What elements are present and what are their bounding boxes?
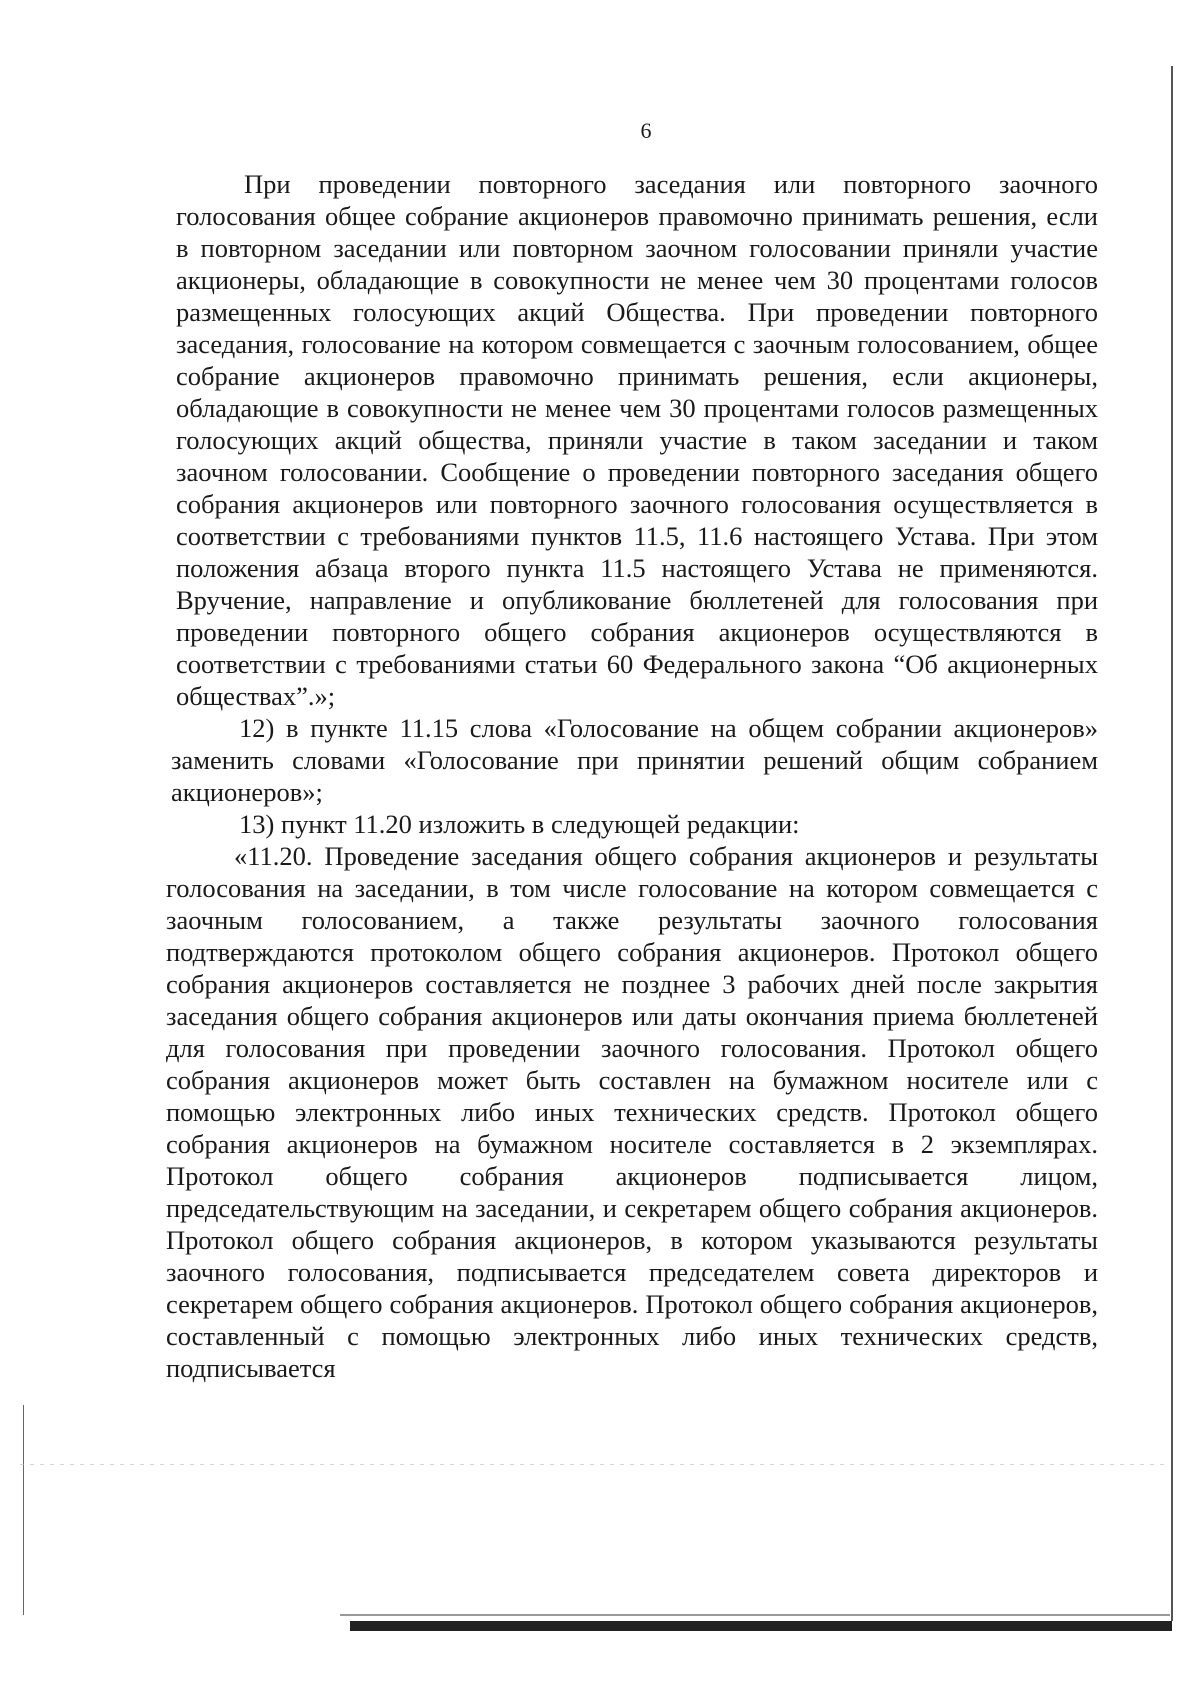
scan-edge-bottom-thin — [340, 1614, 1170, 1616]
paragraph-clause-11-20: «11.20. Проведение заседания общего собрания акционеров и результаты голосования на заседании, в том числе голосование на котором совмещается с заочным голосованием, а также результаты заочного голосования подтверждаются протоколом общего собрания акционеров. Протокол общего собрания акционеров составляется не позднее 3 рабочих дней после закрытия заседания общего собрания акционеров или даты окончания приема бюллетеней для голосования при проведении заочного голосования. Протокол общего собрания акционеров может быть составлен на бумажном носителе или с помощью электронных либо иных технических средств. Протокол общего собрания акционеров на бумажном носителе составляется в 2 экземплярах. Протокол общего собрания акционеров подписывается лицом, председательствующим на заседании, и секретарем общего собрания акционеров. Протокол общего собрания акционеров, в котором указываются результаты заочного голосования, подписывается председателем совета директоров и секретарем общего собрания акционеров. Протокол общего собрания акционеров, составленный с помощью электронных либо иных технических средств, подписывается — [166, 841, 1098, 1383]
scan-edge-right — [1171, 66, 1173, 1621]
paragraph-item-13: 13) пункт 11.20 изложить в следующей редакции: — [239, 809, 800, 839]
scan-edge-bottom — [350, 1621, 1172, 1631]
page-number: 6 — [640, 118, 652, 143]
document-body — [166, 168, 1098, 1384]
paragraph-item-12: 12) в пункте 11.15 слова «Голосование на общем собрании акционеров» заменить словами «Голосование при принятии решений общим собранием акционеров»; — [171, 713, 1098, 807]
scan-artifact-line — [20, 1464, 1170, 1465]
paragraph-repeat-meeting: При проведении повторного заседания или повторного заочного голосования общее собрание акционеров правомочно принимать решения, если в повторном заседании или повторном заочном голосовании приняли участие акционеры, обладающие в совокупности не менее чем 30 процентами голосов размещенных голосующих акций Общества. При проведении повторного заседания, голосование на котором совмещается с заочным голосованием, общее собрание акционеров правомочно принимать решения, если акционеры, обладающие в совокупности не менее чем 30 процентами голосов размещенных голосующих акций общества, приняли участие в таком заседании и таком заочном голосовании. Сообщение о проведении повторного заседания общего собрания акционеров или повторного заочного голосования осуществляется в соответствии с требованиями пунктов 11.5, 11.6 настоящего Устава. При этом положения абзаца второго пункта 11.5 настоящего Устава не применяются. Вручение, направление и опубликование бюллетеней для голосования при проведении повторного общего собрания акционеров осуществляются в соответствии с требованиями статьи 60 Федерального закона “Об акционерных обществах”.»; — [176, 169, 1098, 711]
scan-edge-left — [23, 1405, 24, 1615]
